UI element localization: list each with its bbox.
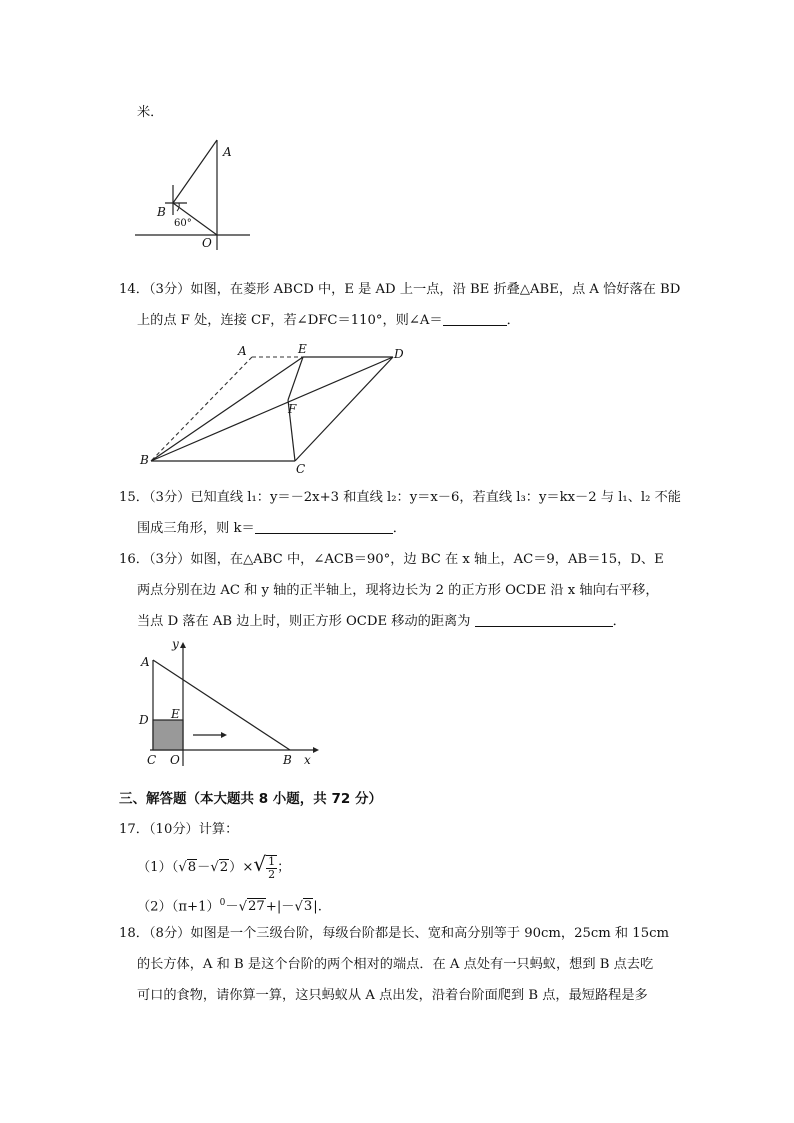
label-b: B <box>140 453 149 467</box>
label-o: O <box>202 236 212 250</box>
question-16-line3: 当点 D 落在 AB 边上时，则正方形 OCDE 移动的距离为 ． <box>137 614 626 629</box>
label-a: A <box>238 344 247 358</box>
figure-q14 <box>140 342 420 477</box>
question-18-line3: 可口的食物，请你算一算，这只蚂蚁从 A 点出发，沿着台阶面爬到 B 点，最短路程是多 <box>137 988 648 1003</box>
y-axis-arrow <box>180 642 186 648</box>
question-18-line1: 18．（8分）如图是一个三级台阶，每级台阶都是长、宽和高分别等于 90cm，25cm 和 15cm <box>119 926 669 941</box>
question-15-line1: 15．（3分）已知直线 l₁：y＝－2x+3 和直线 l₂：y＝x－6，若直线 l₃：y＝kx－2 与 l₁、l₂ 不能 <box>119 490 681 505</box>
label-d: D <box>139 713 149 727</box>
label-e: E <box>171 707 180 721</box>
label-x: x <box>304 753 311 767</box>
label-o: O <box>170 753 180 767</box>
line-ef <box>288 357 303 400</box>
label-b: B <box>157 205 166 219</box>
answer-blank-14[interactable] <box>443 311 507 326</box>
angle-label: 60° <box>174 218 192 229</box>
question-15-line2: 围成三角形，则 k＝ ． <box>137 521 406 536</box>
question-16-line2: 两点分别在边 AC 和 y 轴的正半轴上，现将边长为 2 的正方形 OCDE 沿 x 轴向右平移， <box>137 583 659 598</box>
label-d: D <box>394 347 404 361</box>
answer-blank-16[interactable] <box>475 612 613 627</box>
label-f: F <box>288 402 297 416</box>
answer-blank-15[interactable] <box>255 519 393 534</box>
line-be <box>151 357 303 461</box>
move-arrow-head <box>221 732 227 738</box>
label-c: C <box>147 753 157 767</box>
figure-q16 <box>135 637 325 770</box>
question-17-part2: $(2)(\pi+1)^0-√27+|-√3|$. <box>137 898 322 915</box>
line-ab <box>173 140 217 203</box>
label-b: B <box>283 753 292 767</box>
question-13-tail: 米． <box>137 105 164 120</box>
question-17: 17．（10分）计算： <box>119 822 239 837</box>
square-ocde <box>153 720 183 750</box>
label-y: y <box>172 637 179 651</box>
question-16-line1: 16．（3分）如图，在△ABC 中，∠ACB＝90°，边 BC 在 x 轴上，AC＝9，AB＝15，D、E <box>119 552 664 567</box>
figure-q13 <box>135 135 255 255</box>
section-three-title: 三、解答题（本大题共 8 小题，共 72 分） <box>119 791 382 807</box>
label-e: E <box>298 342 307 356</box>
label-c: C <box>296 462 306 476</box>
side-cd <box>295 357 393 461</box>
question-17-part1: （1）（√8－√2）×√ $\frac{1}{2}$ ； <box>137 852 291 881</box>
diagonal-bd <box>151 357 393 461</box>
x-axis-arrow <box>313 747 319 753</box>
question-14-line1: 14．（3分）如图，在菱形 ABCD 中，E 是 AD 上一点，沿 BE 折叠△ABE，点 A 恰好落在 BD <box>119 282 681 297</box>
fold-line-ab <box>151 357 252 461</box>
question-14-line2: 上的点 F 处，连接 CF，若∠DFC＝110°，则∠A＝ ． <box>137 313 520 328</box>
label-a: A <box>141 655 150 669</box>
label-a: A <box>223 145 232 159</box>
question-18-line2: 的长方体，A 和 B 是这个台阶的两个相对的端点．在 A 点处有一只蚂蚁，想到 B 点去吃 <box>137 957 654 972</box>
